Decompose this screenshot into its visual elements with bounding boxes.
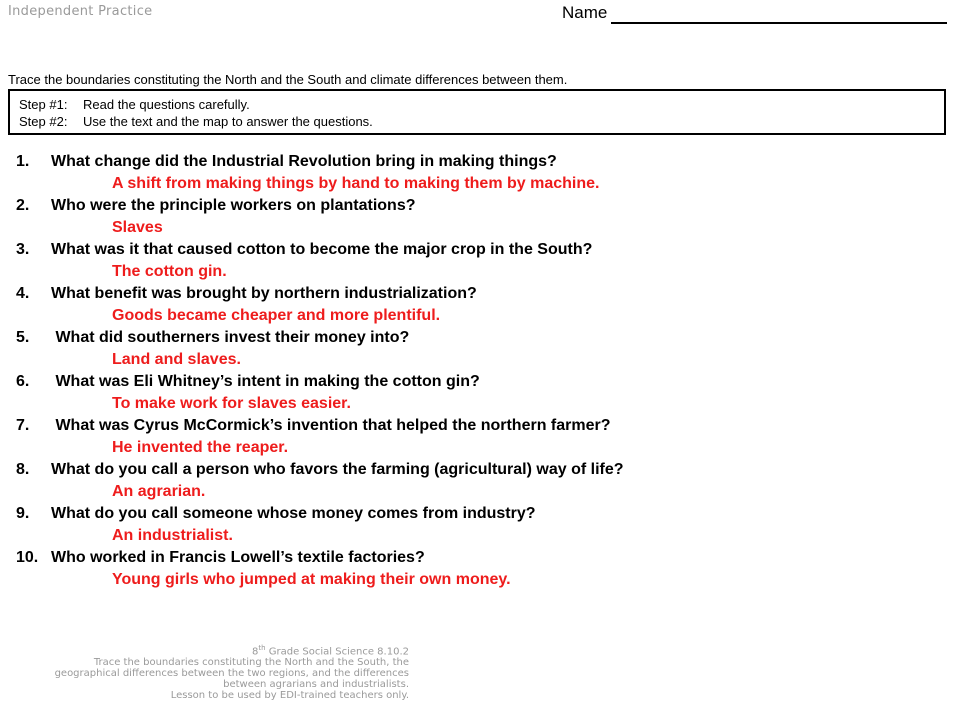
footer-line: Trace the boundaries constituting the North and the South, the <box>93 657 409 669</box>
question-number: 3. <box>16 241 30 258</box>
question-number: 10. <box>16 549 39 566</box>
question-answer: He invented the reaper. <box>112 439 289 456</box>
question-number: 4. <box>16 285 30 302</box>
header-label: Independent Practice <box>8 4 153 19</box>
steps-box <box>8 89 946 135</box>
question-number: 7. <box>16 417 30 434</box>
footer-grade-line: 8th Grade Social Science 8.10.2 <box>252 644 409 658</box>
question-number: 6. <box>16 373 30 390</box>
step-2-label: Step #2: <box>19 114 68 129</box>
question-answer: The cotton gin. <box>112 263 227 280</box>
footer-line: geographical differences between the two regions, and the differences <box>54 668 409 680</box>
question-item <box>16 239 946 283</box>
objective-text: Trace the boundaries constituting the North and the South and climate differences between them. <box>8 72 568 87</box>
question-text: What change did the Industrial Revolution bring in making things? <box>51 153 557 170</box>
question-answer: An agrarian. <box>112 483 206 500</box>
question-item <box>16 503 946 547</box>
question-item <box>16 151 946 195</box>
question-text: Who worked in Francis Lowell’s textile factories? <box>51 549 425 566</box>
question-answer: Goods became cheaper and more plentiful. <box>112 307 441 324</box>
question-answer: A shift from making things by hand to making them by machine. <box>112 175 600 192</box>
question-text: What was Cyrus McCormick’s invention that helped the northern farmer? <box>51 417 611 434</box>
question-number: 5. <box>16 329 30 346</box>
question-text: What was it that caused cotton to become the major crop in the South? <box>51 241 593 258</box>
question-item <box>16 459 946 503</box>
question-text: What benefit was brought by northern industrialization? <box>51 285 477 302</box>
question-item <box>16 327 946 371</box>
question-item <box>16 415 946 459</box>
question-number: 8. <box>16 461 30 478</box>
question-number: 2. <box>16 197 30 214</box>
question-text: What do you call someone whose money comes from industry? <box>51 505 536 522</box>
question-item <box>16 371 946 415</box>
question-answer: Slaves <box>112 219 163 236</box>
step-1-label: Step #1: <box>19 97 68 112</box>
step-2-text: Use the text and the map to answer the questions. <box>83 114 373 129</box>
questions-list <box>16 151 946 591</box>
footer-line: Lesson to be used by EDI-trained teachers only. <box>170 690 409 702</box>
question-answer: An industrialist. <box>112 527 233 544</box>
name-label: Name <box>562 3 608 22</box>
question-answer: Young girls who jumped at making their own money. <box>112 571 511 588</box>
footer-standard-note <box>0 643 409 701</box>
question-text: What did southerners invest their money into? <box>51 329 410 346</box>
question-item <box>16 283 946 327</box>
step-1-text: Read the questions carefully. <box>83 97 250 112</box>
question-number: 1. <box>16 153 30 170</box>
question-answer: Land and slaves. <box>112 351 241 368</box>
step-1 <box>19 96 936 113</box>
question-answer: To make work for slaves easier. <box>112 395 351 412</box>
question-text: What was Eli Whitney’s intent in making the cotton gin? <box>51 373 480 390</box>
footer-line: between agrarians and industrialists. <box>223 679 409 691</box>
question-text: Who were the principle workers on plantations? <box>51 197 416 214</box>
question-item <box>16 195 946 239</box>
name-field <box>562 2 947 24</box>
name-line <box>611 4 947 24</box>
question-number: 9. <box>16 505 30 522</box>
question-text: What do you call a person who favors the farming (agricultural) way of life? <box>51 461 624 478</box>
step-2 <box>19 113 936 130</box>
question-item <box>16 547 946 591</box>
